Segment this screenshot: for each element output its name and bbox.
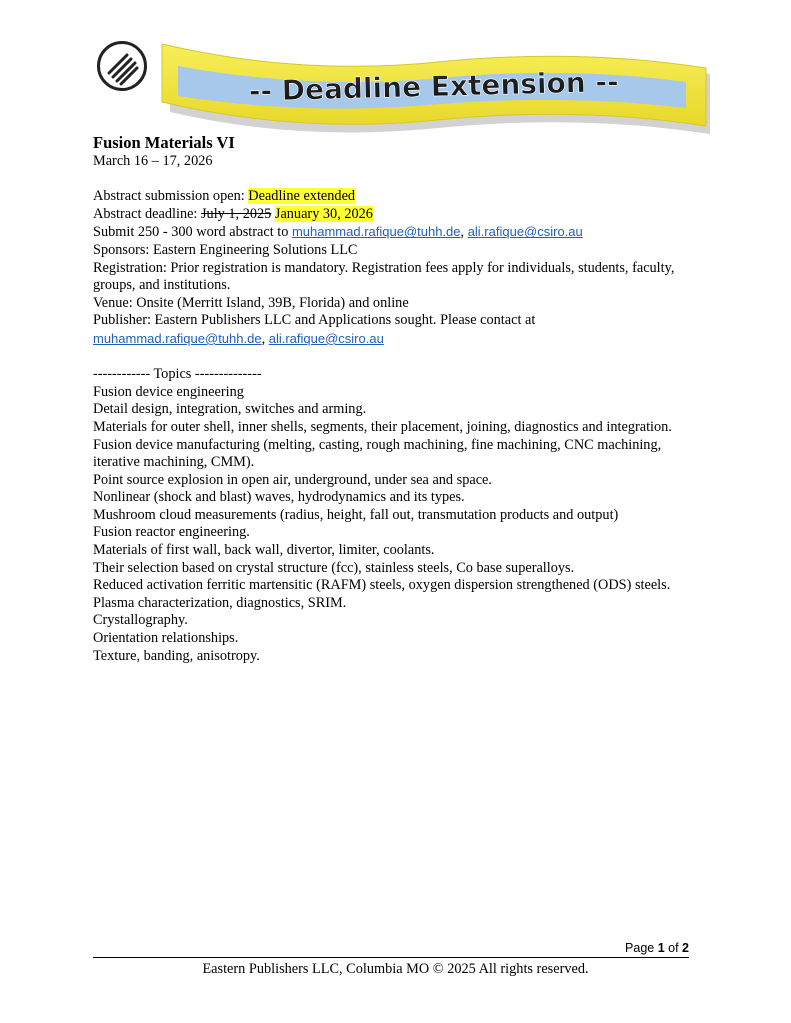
conference-title: Fusion Materials VI: [93, 133, 235, 152]
abstract-deadline-new: January 30, 2026: [274, 205, 373, 222]
topic-item: Fusion device engineering: [93, 383, 244, 400]
topics-list: [93, 384, 693, 666]
topic-item: Crystallography.: [93, 612, 188, 629]
page-label: Page: [625, 941, 658, 955]
page-current: 1: [657, 941, 665, 955]
publisher-email-link-1[interactable]: muhammad.rafique@tuhh.de: [93, 330, 262, 346]
page-total: 2: [682, 941, 689, 955]
topic-item: Nonlinear (shock and blast) waves, hydrodynamics and its types.: [93, 489, 465, 506]
publisher-email-link-2[interactable]: ali.rafique@csiro.au: [268, 330, 384, 346]
submit-text: Submit 250 - 300 word abstract to: [93, 224, 292, 241]
topic-item: Point source explosion in open air, underground, under sea and space.: [93, 471, 492, 488]
topic-item: Texture, banding, anisotropy.: [93, 647, 260, 664]
abstract-deadline-label: Abstract deadline:: [93, 205, 201, 222]
conference-dates: March 16 – 17, 2026: [93, 153, 213, 169]
page-number: [625, 941, 689, 955]
footer-divider: [93, 957, 689, 958]
submit-line: [93, 223, 693, 242]
email-link-2[interactable]: ali.rafique@csiro.au: [467, 224, 583, 240]
abstract-open-label: Abstract submission open:: [93, 188, 249, 205]
announcement-body: [93, 133, 693, 665]
topic-item: Materials of first wall, back wall, divertor, limiter, coolants.: [93, 542, 435, 559]
topic-item: Mushroom cloud measurements (radius, height, fall out, transmutation products and output): [93, 506, 619, 523]
topic-item: Their selection based on crystal structure (fcc), stainless steels, Co base superalloys.: [93, 559, 575, 576]
sponsors-line: Sponsors: Eastern Engineering Solutions LLC: [93, 241, 358, 258]
topic-item: Fusion reactor engineering.: [93, 524, 250, 541]
publisher-line: Publisher: Eastern Publishers LLC and Applications sought. Please contact at: [93, 312, 536, 329]
spacer: [93, 349, 693, 367]
logo-icon: [96, 40, 148, 92]
topic-item: Detail design, integration, switches and arming.: [93, 401, 367, 418]
email-link-1[interactable]: muhammad.rafique@tuhh.de: [291, 224, 461, 240]
topic-item: Fusion device manufacturing (melting, casting, rough machining, fine machining, CNC machining, iterative machining, CMM).: [93, 436, 662, 471]
page-of: of: [664, 941, 683, 955]
banner-text: -- Deadline Extension --: [248, 65, 620, 108]
venue-line: Venue: Onsite (Merritt Island, 39B, Florida) and online: [93, 294, 409, 311]
email-separator: ,: [460, 224, 468, 241]
abstract-open-line: [93, 188, 693, 206]
footer-text: Eastern Publishers LLC, Columbia MO © 2025 All rights reserved.: [202, 961, 589, 977]
topics-heading: ------------ Topics --------------: [93, 366, 262, 383]
deadline-extension-banner: [158, 38, 718, 142]
topic-item: Reduced activation ferritic martensitic (RAFM) steels, oxygen dispersion strengthened (ODS) steels.: [93, 577, 671, 594]
abstract-deadline-line: [93, 206, 693, 224]
publisher-contact-line: [93, 330, 693, 349]
topic-item: Orientation relationships.: [93, 630, 239, 647]
registration-line: Registration: Prior registration is mandatory. Registration fees apply for individuals, students, faculty, groups, and institutions.: [93, 259, 675, 294]
topic-item: Materials for outer shell, inner shells, segments, their placement, joining, diagnostics and integration.: [93, 418, 672, 435]
abstract-deadline-old: July 1, 2025: [200, 205, 272, 222]
spacer: [93, 171, 693, 189]
email-separator: ,: [261, 330, 269, 347]
abstract-open-value: Deadline extended: [248, 188, 356, 205]
topic-item: Plasma characterization, diagnostics, SRIM.: [93, 594, 347, 611]
